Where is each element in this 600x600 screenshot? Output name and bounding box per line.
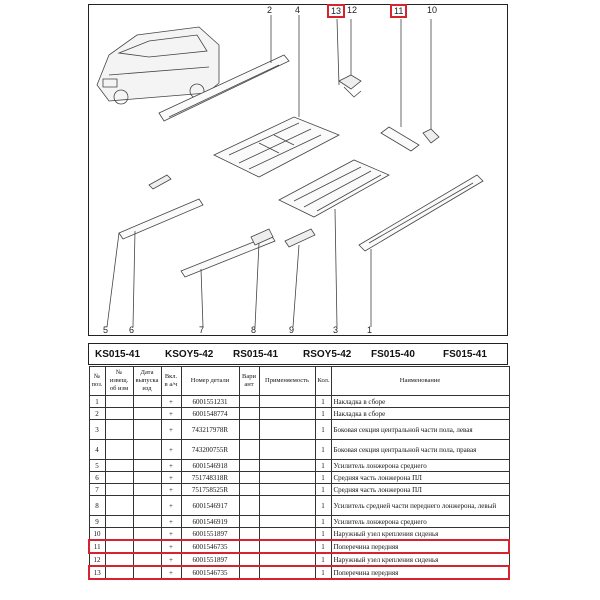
cell-part: 6001546735 [181,566,239,579]
cell-incl: + [161,484,181,496]
cell-no: 10 [89,528,105,541]
parts-table [88,366,510,580]
cell-no: 1 [89,396,105,408]
cell-name: Накладка в сборе [331,408,509,420]
cell-qty: 1 [315,496,331,516]
callout-6[interactable]: 6 [129,325,135,335]
cell-part: 6001551231 [181,396,239,408]
cell-part: 6001548774 [181,408,239,420]
model-code: RSOY5-42 [303,349,352,360]
cell-incl: + [161,420,181,440]
col-header-no: № поз. [89,367,105,396]
cell-no: 7 [89,484,105,496]
model-code: KSOY5-42 [165,349,214,360]
cell-name: Боковая секция центральной части пола, правая [331,440,509,460]
cell-qty: 1 [315,396,331,408]
callout-2[interactable]: 2 [267,5,273,15]
cell-incl: + [161,496,181,516]
cell-incl: + [161,408,181,420]
cell-incl: + [161,566,181,579]
cell-qty: 1 [315,440,331,460]
col-header-qty: Кол. [315,367,331,396]
table-row[interactable] [89,472,509,484]
cell-qty: 1 [315,516,331,528]
callout-4[interactable]: 4 [295,5,301,15]
cell-no: 12 [89,553,105,566]
col-header-part-no: Номер детали [181,367,239,396]
col-header-incl: Вкл. в а/ч [161,367,181,396]
cell-name: Поперечина передняя [331,566,509,579]
callout-10[interactable]: 10 [427,5,438,15]
col-header-date: Дата выпуска изд [133,367,161,396]
cell-qty: 1 [315,460,331,472]
cell-qty: 1 [315,540,331,553]
cell-name: Накладка в сборе [331,396,509,408]
model-code: RS015-41 [233,349,279,360]
cell-incl: + [161,553,181,566]
cell-qty: 1 [315,472,331,484]
model-code: KS015-41 [95,349,141,360]
cell-no: 4 [89,440,105,460]
cell-name: Усилитель лонжерона среднего [331,460,509,472]
cell-name: Средняя часть лонжерона ПЛ [331,484,509,496]
cell-incl: + [161,516,181,528]
table-row[interactable] [89,484,509,496]
callout-13[interactable]: 13 [331,6,342,16]
table-row[interactable] [89,553,509,566]
cell-qty: 1 [315,553,331,566]
callout-9[interactable]: 9 [289,325,295,335]
cell-incl: + [161,472,181,484]
cell-no: 5 [89,460,105,472]
cell-name: Средняя часть лонжерона ПЛ [331,472,509,484]
col-header-applicability: Применяемость [259,367,315,396]
col-header-change: № извещ. об изм [105,367,133,396]
parts-diagram [88,4,508,336]
table-row[interactable] [89,440,509,460]
table-row[interactable] [89,516,509,528]
cell-no: 11 [89,540,105,553]
cell-part: 6001546735 [181,540,239,553]
table-row[interactable] [89,528,509,541]
cell-qty: 1 [315,528,331,541]
callout-12[interactable]: 12 [347,5,358,15]
model-code: FS015-40 [371,349,415,360]
cell-no: 6 [89,472,105,484]
cell-incl: + [161,396,181,408]
table-row[interactable] [89,396,509,408]
cell-no: 9 [89,516,105,528]
cell-part: 6001551897 [181,553,239,566]
cell-part: 751748318R [181,472,239,484]
cell-part: 751758525R [181,484,239,496]
table-row[interactable] [89,420,509,440]
col-header-variant: Вари ант [239,367,259,396]
callout-7[interactable]: 7 [199,325,205,335]
callout-3[interactable]: 3 [333,325,339,335]
table-row[interactable] [89,496,509,516]
model-code: FS015-41 [443,349,487,360]
car-illustration [97,27,219,104]
cell-part: 743217978R [181,420,239,440]
cell-no: 3 [89,420,105,440]
cell-name: Боковая секция центральной части пола, левая [331,420,509,440]
cell-part: 6001546917 [181,496,239,516]
cell-no: 8 [89,496,105,516]
cell-incl: + [161,540,181,553]
cell-incl: + [161,440,181,460]
table-row-highlighted[interactable] [89,540,509,553]
cell-qty: 1 [315,420,331,440]
cell-part: 6001546919 [181,516,239,528]
cell-no: 2 [89,408,105,420]
cell-name: Усилитель лонжерона среднего [331,516,509,528]
cell-no: 13 [89,566,105,579]
cell-part: 6001551897 [181,528,239,541]
col-header-name: Наименование [331,367,509,396]
cell-qty: 1 [315,484,331,496]
cell-part: 743200755R [181,440,239,460]
table-row[interactable] [89,460,509,472]
cell-incl: + [161,460,181,472]
cell-name: Поперечина передняя [331,540,509,553]
model-codes-bar [88,343,508,365]
cell-part: 6001546918 [181,460,239,472]
table-row[interactable] [89,408,509,420]
cell-name: Усилитель средней части переднего лонжерона, левый [331,496,509,516]
table-row-highlighted[interactable] [89,566,509,579]
cell-name: Наружный узел крепления сиденья [331,553,509,566]
callout-5[interactable]: 5 [103,325,109,335]
callout-1[interactable]: 1 [367,325,373,335]
cell-qty: 1 [315,566,331,579]
diagram-drawing [89,5,509,337]
cell-qty: 1 [315,408,331,420]
cell-incl: + [161,528,181,541]
callout-11[interactable]: 11 [394,6,404,16]
callout-8[interactable]: 8 [251,325,257,335]
cell-name: Наружный узел крепления сиденья [331,528,509,541]
